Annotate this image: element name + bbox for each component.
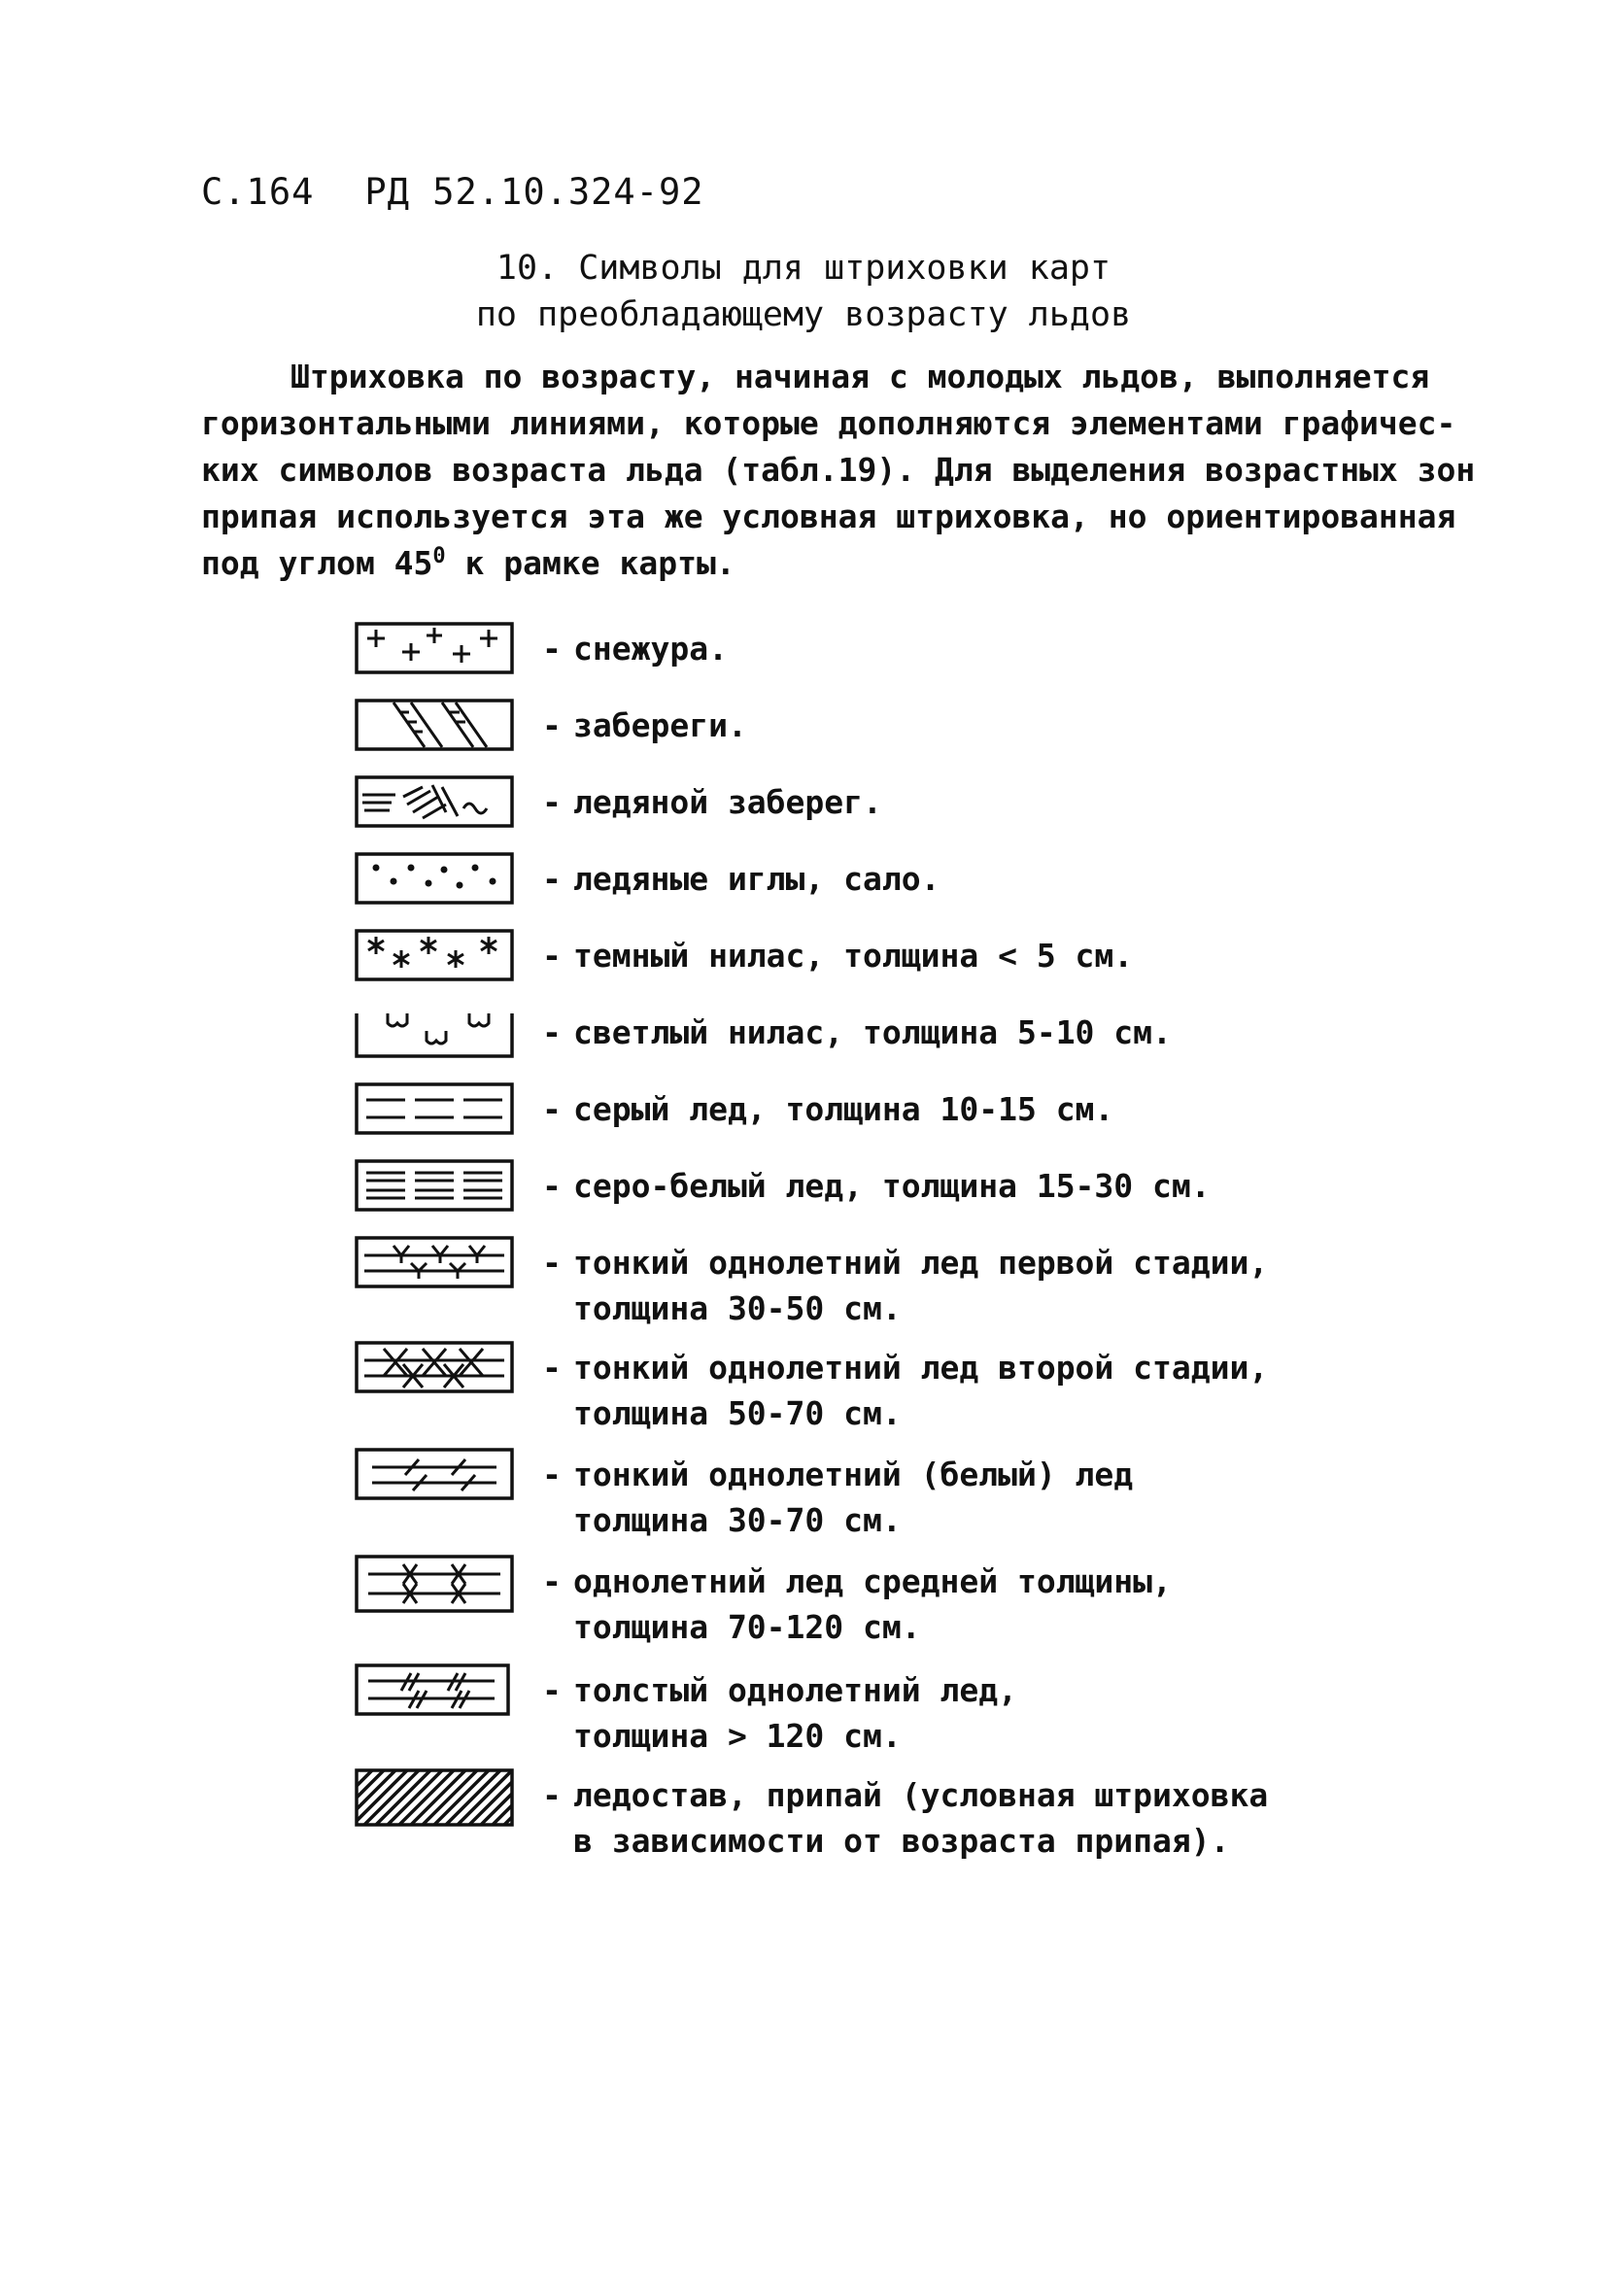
paragraph-line-5-end: к рамке карты.: [445, 544, 735, 582]
paragraph-line-5-start: под углом 45: [201, 544, 433, 582]
legend-dash: -: [542, 1349, 562, 1387]
legend-text-line-1: ледяной заберег.: [573, 783, 882, 821]
legend-text-line-1: серый лед, толщина 10-15 см.: [573, 1090, 1114, 1128]
light-nilas-symbol-icon: [355, 1006, 514, 1058]
legend-text: [542, 779, 882, 825]
legend-text: [542, 1772, 1269, 1864]
legend-text-line-1: тонкий однолетний лед второй стадии,: [573, 1349, 1269, 1387]
legend-text: [542, 1010, 1172, 1055]
paragraph-line-5: [201, 540, 1464, 587]
intro-paragraph: [201, 354, 1476, 587]
thin-fy-stage1-symbol-icon: [355, 1236, 514, 1288]
legend-dash: -: [542, 1167, 562, 1205]
legend-text: [542, 1559, 1172, 1650]
legend-text: [542, 1452, 1134, 1543]
medium-fy-symbol-icon: [355, 1555, 514, 1607]
legend-text-line-1: ледяные иглы, сало.: [573, 860, 940, 898]
legend-dash: -: [542, 860, 562, 898]
paragraph-line-2: горизонтальными линиями, которые дополняются элементами графичес-: [201, 404, 1456, 442]
legend-dash: -: [542, 1776, 562, 1814]
paragraph-line-3: ких символов возраста льда (табл.19). Для выделения возрастных зон: [201, 451, 1476, 489]
legend-dash: -: [542, 1244, 562, 1282]
zaberegi-symbol-icon: [355, 699, 514, 751]
legend-dash: -: [542, 706, 562, 744]
legend-text-line-1: серо-белый лед, толщина 15-30 см.: [573, 1167, 1211, 1205]
legend-dash: -: [542, 1013, 562, 1051]
legend-dash: -: [542, 1090, 562, 1128]
legend-text: [542, 1240, 1269, 1331]
legend-text-line-2: толщина 50-70 см.: [573, 1394, 902, 1432]
section-title-line-1: 10. Символы для штриховки карт: [496, 249, 1111, 288]
legend-text-line-2: в зависимости от возраста припая).: [573, 1822, 1230, 1860]
legend-dash: -: [542, 937, 562, 975]
legend-text-line-1: однолетний лед средней толщины,: [573, 1562, 1172, 1600]
legend-text-line-2: толщина 30-70 см.: [573, 1501, 902, 1539]
legend-text-line-1: толстый однолетний лед,: [573, 1671, 1017, 1709]
legend-text-line-1: снежура.: [573, 630, 728, 668]
legend-text: [542, 856, 940, 902]
thin-fy-white-symbol-icon: [355, 1448, 514, 1500]
legend-text-line-1: светлый нилас, толщина 5-10 см.: [573, 1013, 1172, 1051]
legend-text: [542, 703, 747, 748]
legend-text: [542, 933, 1134, 978]
legend-text-line-2: толщина 30-50 см.: [573, 1289, 902, 1327]
ice-bank-symbol-icon: [355, 775, 514, 828]
grey-ice-symbol-icon: [355, 1082, 514, 1135]
thin-fy-stage2-symbol-icon: [355, 1341, 514, 1393]
legend-dash: -: [542, 783, 562, 821]
document-code: РД 52.10.324-92: [364, 171, 704, 213]
legend-text-line-1: забереги.: [573, 706, 747, 744]
fast-ice-symbol-icon: [355, 1768, 514, 1821]
legend-dash: -: [542, 1456, 562, 1493]
legend-text-line-2: толщина > 120 см.: [573, 1717, 902, 1755]
page-number: С.164: [201, 171, 315, 213]
legend-text-line-1: тонкий однолетний лед первой стадии,: [573, 1244, 1269, 1282]
legend-text: [542, 1667, 1017, 1759]
legend-text-line-2: толщина 70-120 см.: [573, 1608, 921, 1646]
legend-text: [542, 1163, 1211, 1209]
legend-text-line-1: темный нилас, толщина < 5 см.: [573, 937, 1134, 975]
degree-superscript: 0: [432, 544, 446, 568]
legend-text: [542, 1345, 1269, 1436]
frazil-grease-symbol-icon: [355, 852, 514, 905]
paragraph-line-4: припая используется эта же условная штриховка, но ориентированная: [201, 497, 1456, 535]
legend-text: [542, 626, 728, 671]
page-header: [201, 171, 704, 213]
paragraph-line-1: Штриховка по возрасту, начиная с молодых льдов, выполняется: [291, 358, 1430, 395]
dark-nilas-symbol-icon: [355, 929, 514, 981]
thick-fy-symbol-icon: [355, 1663, 514, 1716]
legend-dash: -: [542, 630, 562, 668]
legend-text-line-1: ледостав, припай (условная штриховка: [573, 1776, 1269, 1814]
legend-text-line-1: тонкий однолетний (белый) лед: [573, 1456, 1134, 1493]
legend-text: [542, 1086, 1114, 1132]
grey-white-ice-symbol-icon: [355, 1159, 514, 1212]
section-title-line-2: по преобладающему возрасту льдов: [475, 295, 1132, 334]
legend-dash: -: [542, 1562, 562, 1600]
legend-dash: -: [542, 1671, 562, 1709]
snezhura-symbol-icon: [355, 622, 514, 674]
